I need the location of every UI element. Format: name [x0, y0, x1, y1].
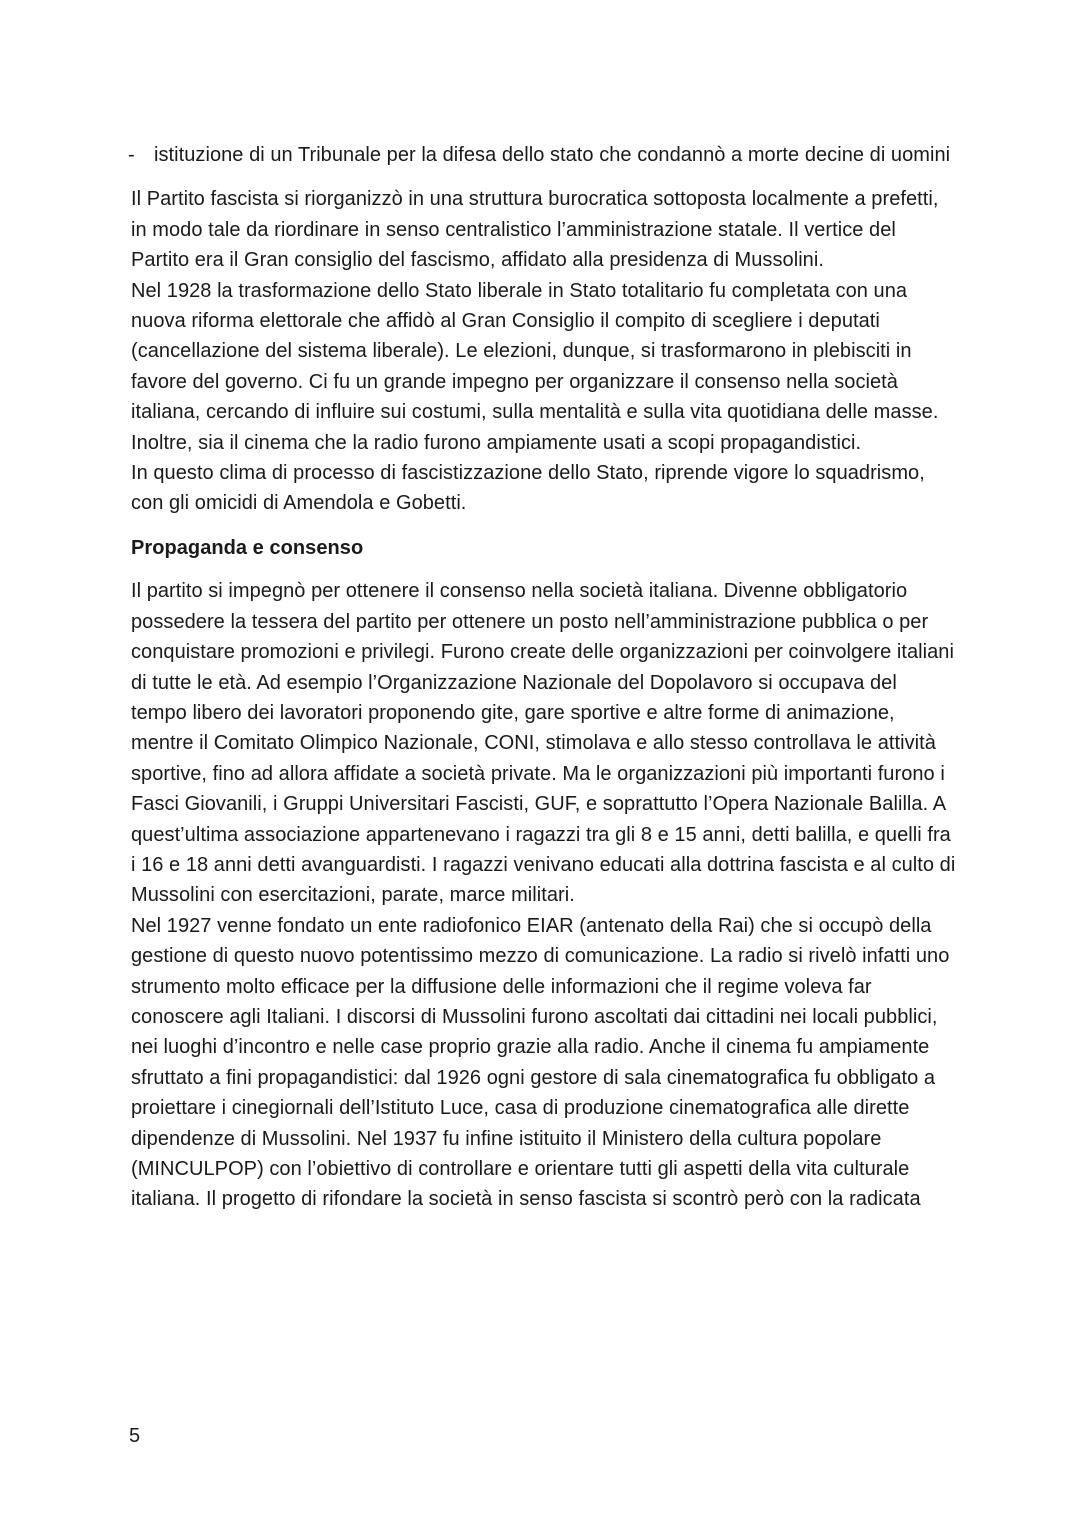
- document-page: [128, 140, 956, 1215]
- paragraph: Il partito si impegnò per ottenere il consenso nella società italiana. Divenne obbligatorio possedere la tessera del partito per ottenere un posto nell’amministrazione pubblica o per conquistare promozioni e privilegi. Furono create delle organizzazioni per coinvolgere italiani di tutte le età. Ad esempio l’Organizzazione Nazionale del Dopolavoro si occupava del tempo libero dei lavoratori proponendo gite, gare sportive e altre forme di animazione, mentre il Comitato Olimpico Nazionale, CONI, stimolava e allo stesso controllava le attività sportive, fino ad allora affidate a società private. Ma le organizzazioni più importanti furono i Fasci Giovanili, i Gruppi Universitari Fascisti, GUF, e soprattutto l’Opera Nazionale Balilla. A quest’ultima associazione appartenevano i ragazzi tra gli 8 e 15 anni, detti balilla, e quelli fra i 16 e 18 anni detti avanguardisti. I ragazzi venivano educati alla dottrina fascista e al culto di Mussolini con esercitazioni, parate, marce militari.: [131, 580, 956, 907]
- bullet-item: [128, 140, 956, 170]
- page-number: 5: [129, 1425, 141, 1447]
- paragraph: Il Partito fascista si riorganizzò in una struttura burocratica sottoposta localmente a prefetti, in modo tale da riordinare in senso centralistico l’amministrazione statale. Il vertice del Partito era il Gran consiglio del fascismo, affidato alla presidenza di Mussolini.: [131, 188, 939, 272]
- paragraph: Nel 1927 venne fondato un ente radiofonico EIAR (antenato della Rai) che si occupò della gestione di questo nuovo potentissimo mezzo di comunicazione. La radio si rivelò infatti uno strumento molto efficace per la diffusione delle informazioni che il regime voleva far conoscere agli Italiani. I discorsi di Mussolini furono ascoltati dai cittadini nei locali pubblici, nei luoghi d’incontro e nelle case proprio grazie alla radio. Anche il cinema fu ampiamente sfruttato a fini propagandistici: dal 1926 ogni gestore di sala cinematografica fu obbligato a proiettare i cinegiornali dell’Istituto Luce, casa di produzione cinematografica alle dirette dipendenze di Mussolini. Nel 1937 fu infine istituito il Ministero della cultura popolare (MINCULPOP) con l’obiettivo di controllare e orientare tutti gli aspetti della vita culturale italiana. Il progetto di rifondare la società in senso fascista si scontrò però con la radicata: [131, 914, 950, 1211]
- paragraph: In questo clima di processo di fascistizzazione dello Stato, riprende vigore lo squadrismo, con gli omicidi di Amendola e Gobetti.: [131, 462, 925, 515]
- bullet-dash: -: [128, 144, 135, 166]
- bullet-text: istituzione di un Tribunale per la difesa dello stato che condannò a morte decine di uomini: [154, 144, 951, 166]
- section-heading: Propaganda e consenso: [131, 536, 364, 559]
- paragraph: Nel 1928 la trasformazione dello Stato liberale in Stato totalitario fu completata con una nuova riforma elettorale che affidò al Gran Consiglio il compito di scegliere i deputati (cancellazione del sistema liberale). Le elezioni, dunque, si trasformarono in plebisciti in favore del governo. Ci fu un grande impegno per organizzare il consenso nella società italiana, cercando di influire sui costumi, sulla mentalità e sulla vita quotidiana delle masse. Inoltre, sia il cinema che la radio furono ampiamente usati a scopi propagandistici.: [131, 279, 939, 454]
